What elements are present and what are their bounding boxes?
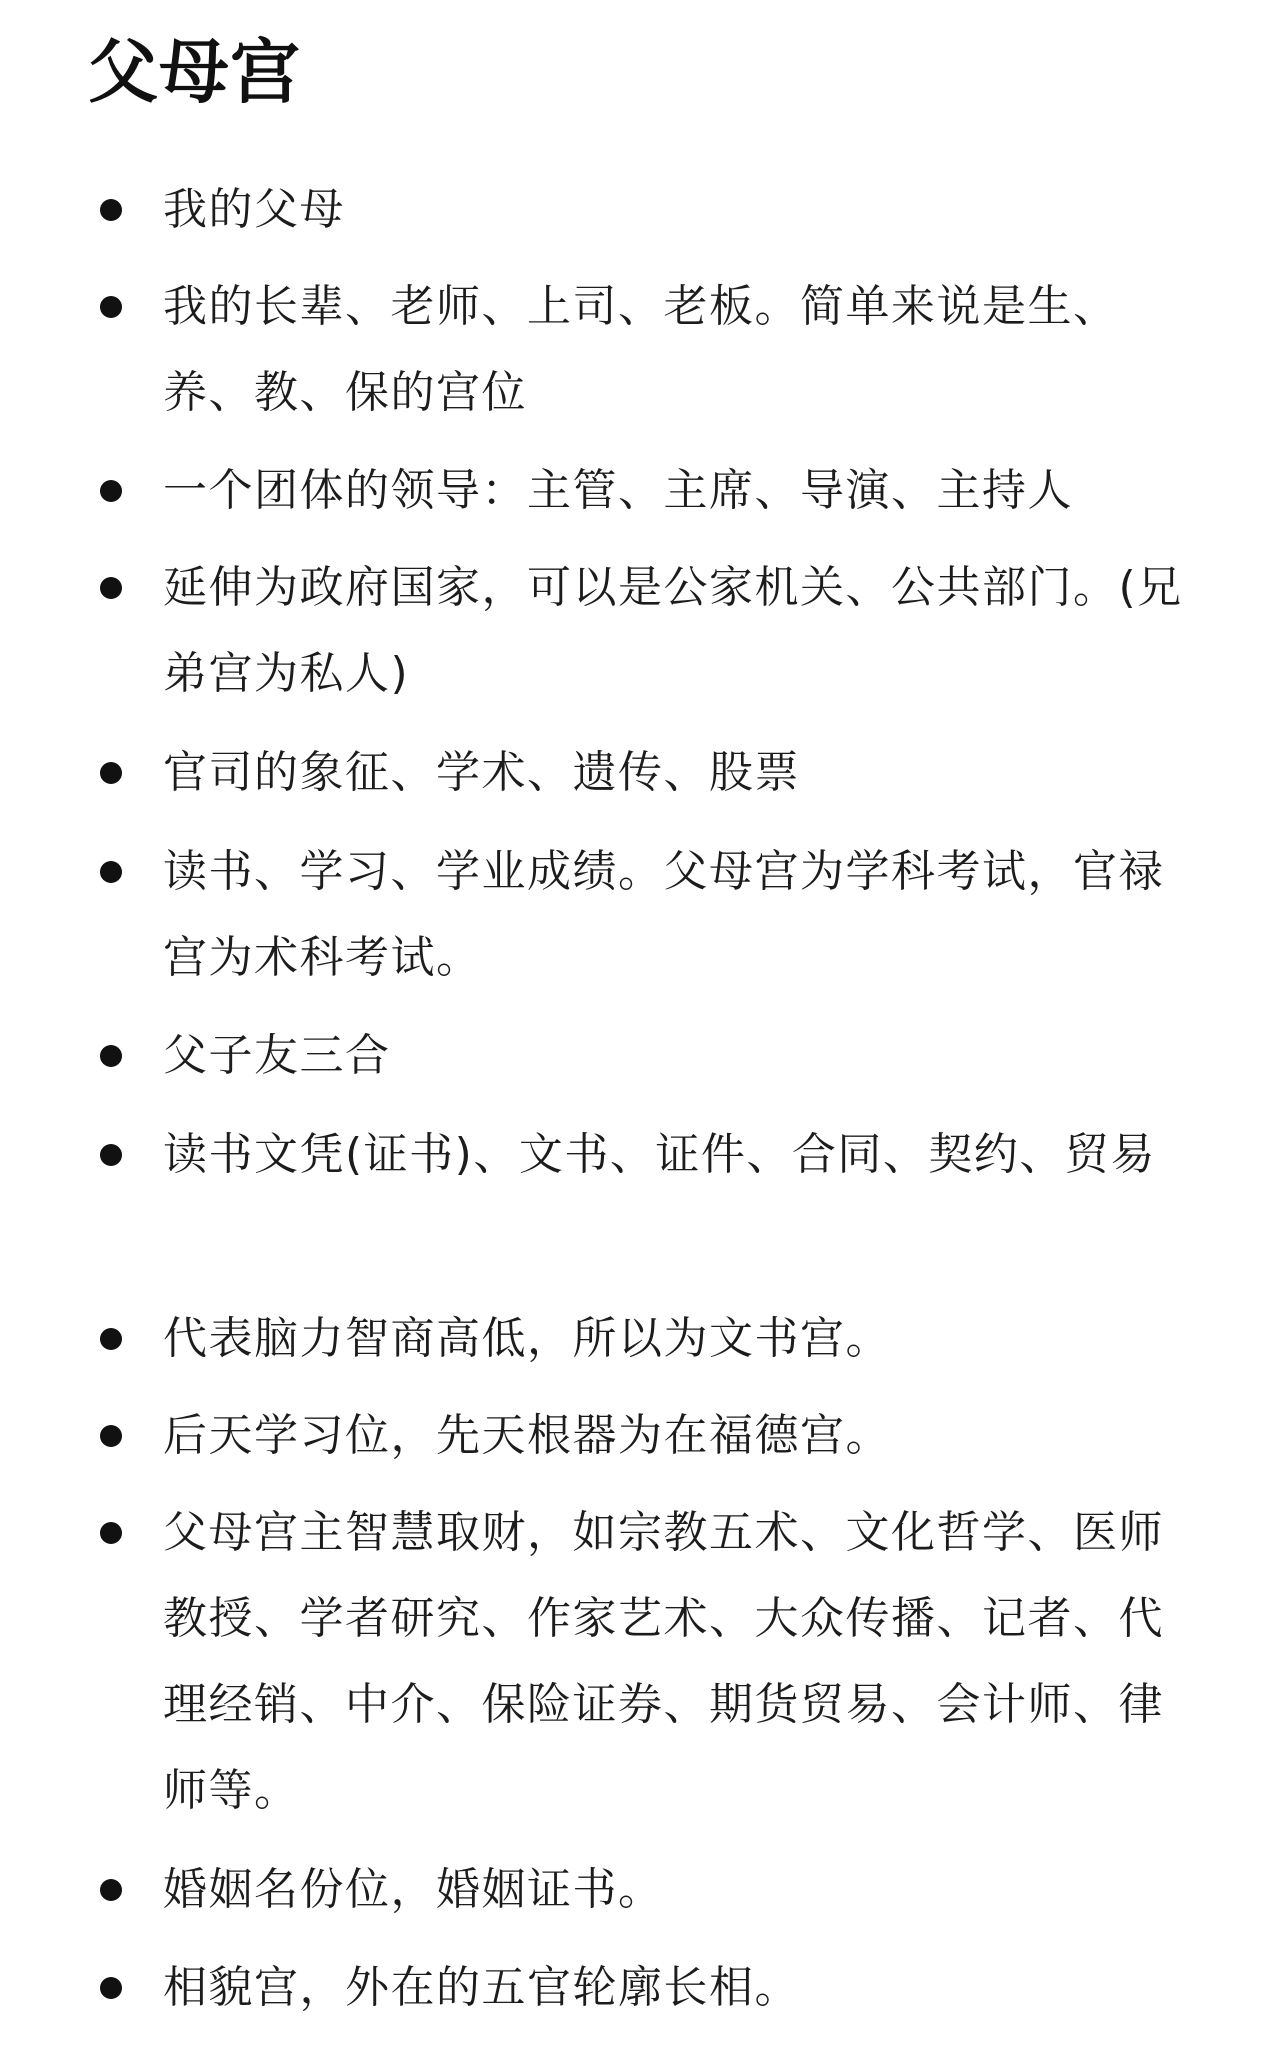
bullet-icon [100,1425,122,1447]
bullet-icon [100,1045,122,1067]
list-item-text: 读书、学习、学业成绩。父母宫为学科考试，官禄宫为术科考试。 [163,846,1164,983]
bullet-icon [100,1144,122,1166]
list-item-text: 我的父母 [163,184,345,235]
list-item [163,167,1193,253]
list-item [163,1112,1193,1198]
list-item [163,1847,1193,1933]
bullet-icon [100,577,122,599]
list-item-text: 父子友三合 [163,1030,391,1081]
list-item [163,1490,1193,1834]
list-item-text: 相貌宫，外在的五官轮廓长相。 [163,1962,800,2013]
bullet-icon [100,762,122,784]
page-title: 父母宫 [88,31,301,113]
list-item [163,1945,1193,2031]
list-item [163,264,1193,436]
list-item [163,448,1193,534]
list-item-text: 读书文凭(证书)、文书、证件、合同、契约、贸易 [163,1129,1156,1180]
bullet-icon [100,199,122,221]
list-item-text: 婚姻名份位，婚姻证书。 [163,1864,664,1915]
bullet-icon [100,1977,122,1999]
list-item [163,1296,1193,1382]
bullet-icon [100,1328,122,1350]
bullet-icon [100,1522,122,1544]
list-item [163,730,1193,816]
list-item-text: 后天学习位，先天根器为在福德宫。 [163,1410,891,1461]
list-item [163,1013,1193,1099]
list-item-text: 代表脑力智商高低，所以为文书宫。 [163,1313,891,1364]
list-item-text: 官司的象征、学术、遗传、股票 [163,747,800,798]
bullet-icon [100,861,122,883]
list-item [163,1393,1193,1479]
list-item-text: 我的长辈、老师、上司、老板。简单来说是生、养、教、保的宫位 [163,281,1119,418]
bullet-icon [100,480,122,502]
list-item [163,545,1193,717]
list-item-text: 延伸为政府国家，可以是公家机关、公共部门。(兄弟宫为私人) [163,562,1183,699]
list-item-text: 父母宫主智慧取财，如宗教五术、文化哲学、医师教授、学者研究、作家艺术、大众传播、记者、代理经销、中介、保险证券、期货贸易、会计师、律师等。 [163,1507,1164,1816]
bullet-icon [100,1879,122,1901]
list-item [163,829,1193,1001]
list-item-text: 一个团体的领导：主管、主席、导演、主持人 [163,465,1073,516]
bullet-icon [100,296,122,318]
